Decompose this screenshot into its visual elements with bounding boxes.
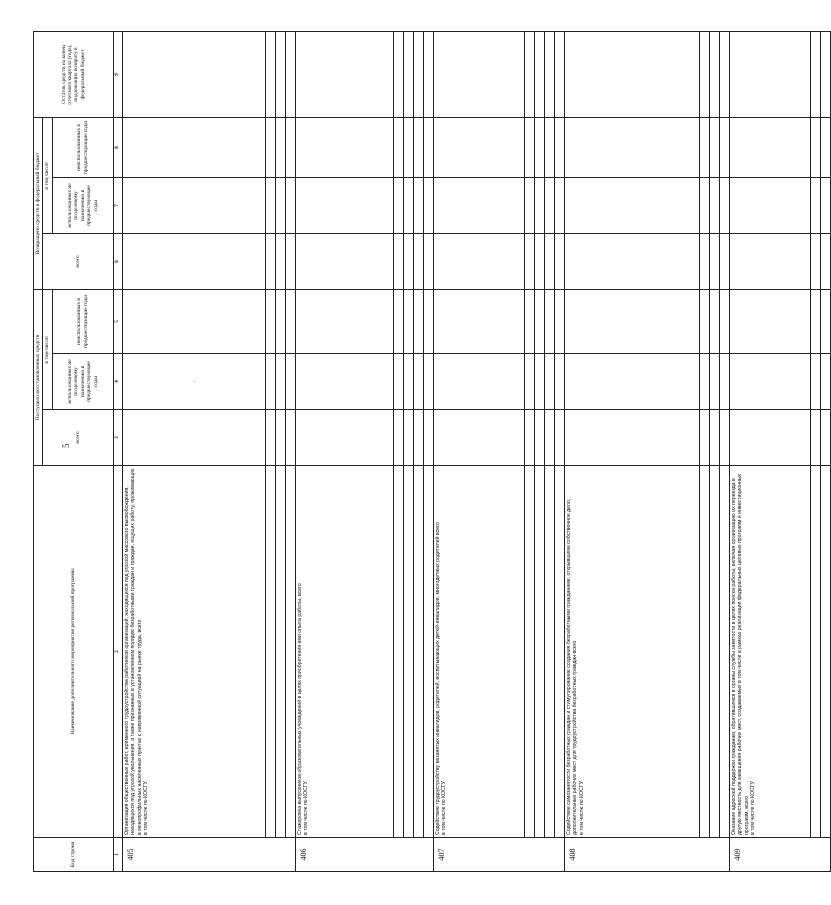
table-body [122,32,830,872]
col-number: 2 [113,466,122,838]
value-cell [393,354,403,410]
row-name-blank [393,466,403,838]
table-subrow [554,32,564,872]
value-cell [433,118,524,178]
value-cell [699,118,709,178]
value-cell [393,234,403,290]
value-cell [709,290,719,354]
value-cell [423,410,433,466]
row-name [729,466,810,838]
rotated-report-table [33,32,757,872]
col-number: 9 [113,32,122,118]
value-cell [275,410,285,466]
value-cell [820,234,830,290]
value-cell [122,290,265,354]
value-cell [433,234,524,290]
row-name [295,466,393,838]
table-subrow [544,32,554,872]
value-cell [265,410,275,466]
value-cell [403,354,413,410]
row-name [564,466,699,838]
value-cell [719,410,729,466]
row-code: 406 [295,838,433,872]
value-cell [285,410,295,466]
row-name-blank [423,466,433,838]
value-cell [275,178,285,234]
table-subrow [719,32,729,872]
value-cell [554,178,564,234]
value-cell [285,234,295,290]
row-name-kosgu: в том числе по КОСГУ [441,781,448,835]
table-subrow [820,32,830,872]
row-name-text: Оказание адресной поддержки гражданам, обратившимся в органы службы занятости в целях поиска работы, включая организацию их переезда в другую местность для замещения рабочих мест, создаваемых в том числе в рамках реализации федеральных целевых программ и инвестиционных программ, всего [730,473,750,835]
value-cell [295,410,393,466]
header-received-group: Поступило восстановленных средств [34,290,43,466]
value-cell [554,32,564,118]
value-cell [403,178,413,234]
row-name-text: Содействие трудоустройству незанятых инвалидов, родителей, воспитывающих детей-инвалидов, многодетных родителей всего [434,522,441,835]
col-number: 8 [113,118,122,178]
value-cell [433,410,524,466]
value-cell [122,234,265,290]
value-cell [265,354,275,410]
header-received-misused: использованных не по целевому назначению в предшествующие годы [52,354,113,410]
value-cell [810,178,820,234]
value-cell [524,178,534,234]
table-row [729,32,810,872]
row-name-blank [285,466,295,838]
value-cell [729,410,810,466]
table-subrow [810,32,820,872]
table-row [295,32,393,872]
value-cell [524,354,534,410]
value-cell [423,234,433,290]
value-cell [564,410,699,466]
value-cell [122,178,265,234]
value-cell [393,290,403,354]
value-cell [534,32,544,118]
value-cell [810,118,820,178]
value-cell [719,178,729,234]
row-name-text: Стажировка выпускников образовательных учреждений в целях приобретения ими опыта работы, всего [296,583,303,835]
row-name [433,466,524,838]
row-name-blank [403,466,413,838]
value-cell [709,234,719,290]
value-cell [820,178,830,234]
value-cell [403,290,413,354]
table-subrow [413,32,423,872]
row-name-blank [554,466,564,838]
page-number: 5 [61,443,71,448]
col-number: 4 [113,354,122,410]
value-cell [413,234,423,290]
row-name-blank [265,466,275,838]
value-cell [285,354,295,410]
value-cell [524,234,534,290]
value-cell [122,32,265,118]
value-cell [275,234,285,290]
value-cell [393,410,403,466]
value-cell [423,118,433,178]
table-subrow [534,32,544,872]
value-cell [709,178,719,234]
value-cell [393,32,403,118]
value-cell [413,410,423,466]
value-cell [544,354,554,410]
value-cell [810,290,820,354]
table-subrow [699,32,709,872]
value-cell [564,32,699,118]
value-cell [544,32,554,118]
row-name-blank [709,466,719,838]
value-cell [534,178,544,234]
value-cell [122,118,265,178]
value-cell [295,32,393,118]
value-cell [820,118,830,178]
value-cell [403,234,413,290]
value-cell [709,32,719,118]
value-cell [413,178,423,234]
row-code: 408 [564,838,729,872]
value-cell [265,178,275,234]
value-cell [285,32,295,118]
value-cell [729,178,810,234]
value-cell [433,354,524,410]
header-code: Код строки [34,838,114,872]
value-cell [295,178,393,234]
value-cell [810,234,820,290]
value-cell [729,234,810,290]
row-name-kosgu: в том числе по КОСГУ [303,781,310,835]
value-cell [564,290,699,354]
value-cell [554,118,564,178]
header-balance: Остаток средств на конец отчетного квартала (года), подлежащих возврату в федеральный бюджет [34,32,114,118]
value-cell [265,32,275,118]
value-cell [564,234,699,290]
value-cell [544,410,554,466]
value-cell [524,118,534,178]
row-name-blank [534,466,544,838]
value-cell [265,234,275,290]
value-cell [265,290,275,354]
value-cell [295,354,393,410]
value-cell [524,290,534,354]
value-cell [423,290,433,354]
row-name-text: Содействие самозанятости безработных граждан и стимулирование создания безработными гражданами, открывшими собственное дело, дополнительных рабочих мест для трудоустройства безработных граждан всего [565,498,579,835]
value-cell [403,118,413,178]
value-cell [285,290,295,354]
row-name-blank [699,466,709,838]
row-name-blank [820,466,830,838]
header-returned-including: в том числе: [43,118,52,234]
value-cell [534,118,544,178]
table-subrow [423,32,433,872]
value-cell [275,354,285,410]
value-cell [709,354,719,410]
value-cell [564,178,699,234]
value-cell [699,410,709,466]
value-cell [699,354,709,410]
value-cell [729,32,810,118]
stray-mark: . [122,354,265,410]
value-cell [554,410,564,466]
header-returned-group: Возвращено средств в федеральный бюджет [34,118,43,290]
value-cell [403,32,413,118]
value-cell [122,410,265,466]
table-subrow [403,32,413,872]
value-cell [709,410,719,466]
row-name-kosgu: в том числе по КОСГУ [143,781,150,835]
value-cell [534,354,544,410]
value-cell [433,290,524,354]
value-cell [554,234,564,290]
column-numbers-row [113,32,122,872]
value-cell [554,290,564,354]
row-name-blank [810,466,820,838]
value-cell [534,410,544,466]
value-cell [719,354,729,410]
value-cell [699,32,709,118]
value-cell [393,118,403,178]
value-cell [413,32,423,118]
value-cell [285,178,295,234]
value-cell [709,118,719,178]
value-cell [719,32,729,118]
value-cell [534,290,544,354]
value-cell [265,118,275,178]
row-name-kosgu: в том числе по КОСГУ [750,781,757,835]
value-cell [719,234,729,290]
value-cell [393,178,403,234]
row-name-text: Организация общественных работ, временного трудоустройства работников организаций, находящихся под угрозой массового высвобождения, находящихся под угрозой увольнения, а также признанных в установленном порядке безработными граждан и граждан, ищущих работу, проживающих в монопрофильных населенных пунктах с напряженной ситуацией на рынке труда, всего [123,468,143,835]
row-name-blank [413,466,423,838]
row-code: 405 [122,838,295,872]
col-number: 6 [113,234,122,290]
header-received-including: в том числе: [43,290,52,410]
table-row [433,32,524,872]
value-cell [544,234,554,290]
value-cell [403,410,413,466]
table-subrow [524,32,534,872]
header-received-unused: неиспользованных в предшествующие годы [52,290,113,354]
col-number: 1 [113,838,122,872]
header-returned-total: всего [43,234,113,290]
value-cell [275,290,285,354]
table-subrow [275,32,285,872]
value-cell [564,354,699,410]
value-cell [295,118,393,178]
row-name-blank [275,466,285,838]
header-returned-misused: использованных не по целевому назначению в предшествующие годы [52,178,113,234]
table-row [564,32,699,872]
value-cell [820,410,830,466]
row-name-blank [544,466,554,838]
value-cell [534,234,544,290]
value-cell [423,178,433,234]
value-cell [810,354,820,410]
value-cell [699,290,709,354]
value-cell [544,118,554,178]
value-cell [285,118,295,178]
value-cell [820,290,830,354]
value-cell [524,32,534,118]
value-cell [564,118,699,178]
header-received-total: всего [43,410,113,466]
value-cell [820,354,830,410]
value-cell [699,234,709,290]
value-cell [719,290,729,354]
value-cell [423,32,433,118]
value-cell [810,410,820,466]
table-subrow [393,32,403,872]
value-cell [729,354,810,410]
table-subrow [265,32,275,872]
value-cell [275,32,285,118]
col-number: 7 [113,178,122,234]
value-cell [524,410,534,466]
row-code: 407 [433,838,564,872]
row-name-blank [719,466,729,838]
header-name: Наименование дополнительного мероприятия региональной программы [34,466,114,838]
value-cell [433,32,524,118]
report-table [33,31,831,872]
value-cell [699,178,709,234]
table-subrow [709,32,719,872]
value-cell [554,354,564,410]
row-code: 409 [729,838,830,872]
row-name-blank [524,466,534,838]
table-row [122,32,265,872]
value-cell [275,118,285,178]
row-name [122,466,265,838]
value-cell [423,354,433,410]
value-cell [295,234,393,290]
col-number: 5 [113,290,122,354]
value-cell [295,290,393,354]
value-cell [729,118,810,178]
row-name-kosgu: в том числе по КОСГУ [578,781,585,835]
value-cell [413,118,423,178]
value-cell [544,290,554,354]
value-cell [810,32,820,118]
value-cell [413,354,423,410]
value-cell [820,32,830,118]
value-cell [413,290,423,354]
value-cell [544,178,554,234]
value-cell [719,118,729,178]
value-cell [729,290,810,354]
table-subrow [285,32,295,872]
header-returned-unused: неиспользованных в предшествующие годы [52,118,113,178]
col-number: 3 [113,410,122,466]
value-cell [433,178,524,234]
